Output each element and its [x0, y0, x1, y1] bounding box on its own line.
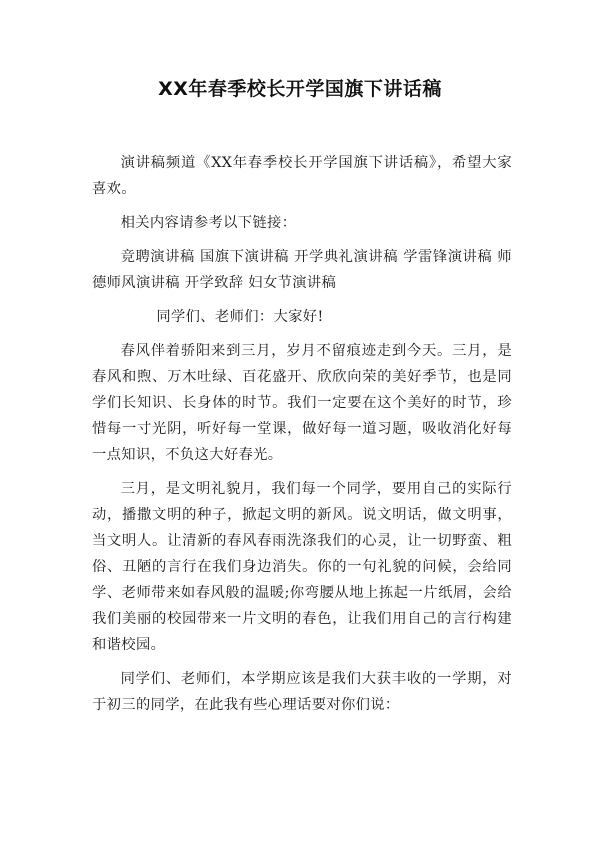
- link-opening-address[interactable]: 开学致辞: [184, 275, 244, 291]
- body-paragraph-2: 三月，是文明礼貌月，我们每一个同学，要用自己的实际行动，播撒文明的种子，掀起文明的新风。说文明话，做文明事，当文明人。让清新的春风春雨洗涤我们的心灵，让一切野蛮、粗俗、丑陋的言行在我们身边消失。你的一句礼貌的问候，会给同学、老师带来如春风般的温暖;你弯腰从地上拣起一片纸屑，会给我们美丽的校园带来一片文明的春色，让我们用自己的言行构建和谐校园。: [92, 481, 512, 653]
- document-title: XX年春季校长开学国旗下讲话稿: [158, 78, 442, 100]
- link-lei-feng-speech[interactable]: 学雷锋演讲稿: [403, 249, 493, 265]
- link-flag-speech[interactable]: 国旗下演讲稿: [199, 249, 290, 265]
- body-paragraph-1: 春风伴着骄阳来到三月，岁月不留痕迹走到今天。三月，是春风和煦、万木吐绿、百花盛开、欣欣向荣的美好季节，也是同学们长知识、长身体的时节。我们一定要在这个美好的时节，珍惜每一寸光阴，听好每一堂课，做好每一道习题，吸收消化好每一点知识，不负这大好春光。: [92, 343, 512, 463]
- document-body: [92, 150, 512, 726]
- greeting-line: 同学们、老师们：大家好!: [156, 309, 324, 325]
- intro-paragraph: 演讲稿频道《XX年春季校长开学国旗下讲话稿》，希望大家喜欢。: [92, 155, 512, 197]
- related-links-list: [92, 244, 512, 296]
- link-teacher-ethics-speech[interactable]: 师德师风演讲稿: [92, 249, 512, 291]
- link-opening-ceremony-speech[interactable]: 开学典礼演讲稿: [294, 249, 399, 265]
- link-campaign-speech[interactable]: 竞聘演讲稿: [120, 249, 195, 265]
- body-paragraph-3: 同学们、老师们，本学期应该是我们大获丰收的一学期，对于初三的同学，在此我有些心理话要对你们说：: [92, 671, 512, 713]
- related-links-label: 相关内容请参考以下链接：: [120, 215, 297, 231]
- link-womens-day-speech[interactable]: 妇女节演讲稿: [248, 275, 337, 291]
